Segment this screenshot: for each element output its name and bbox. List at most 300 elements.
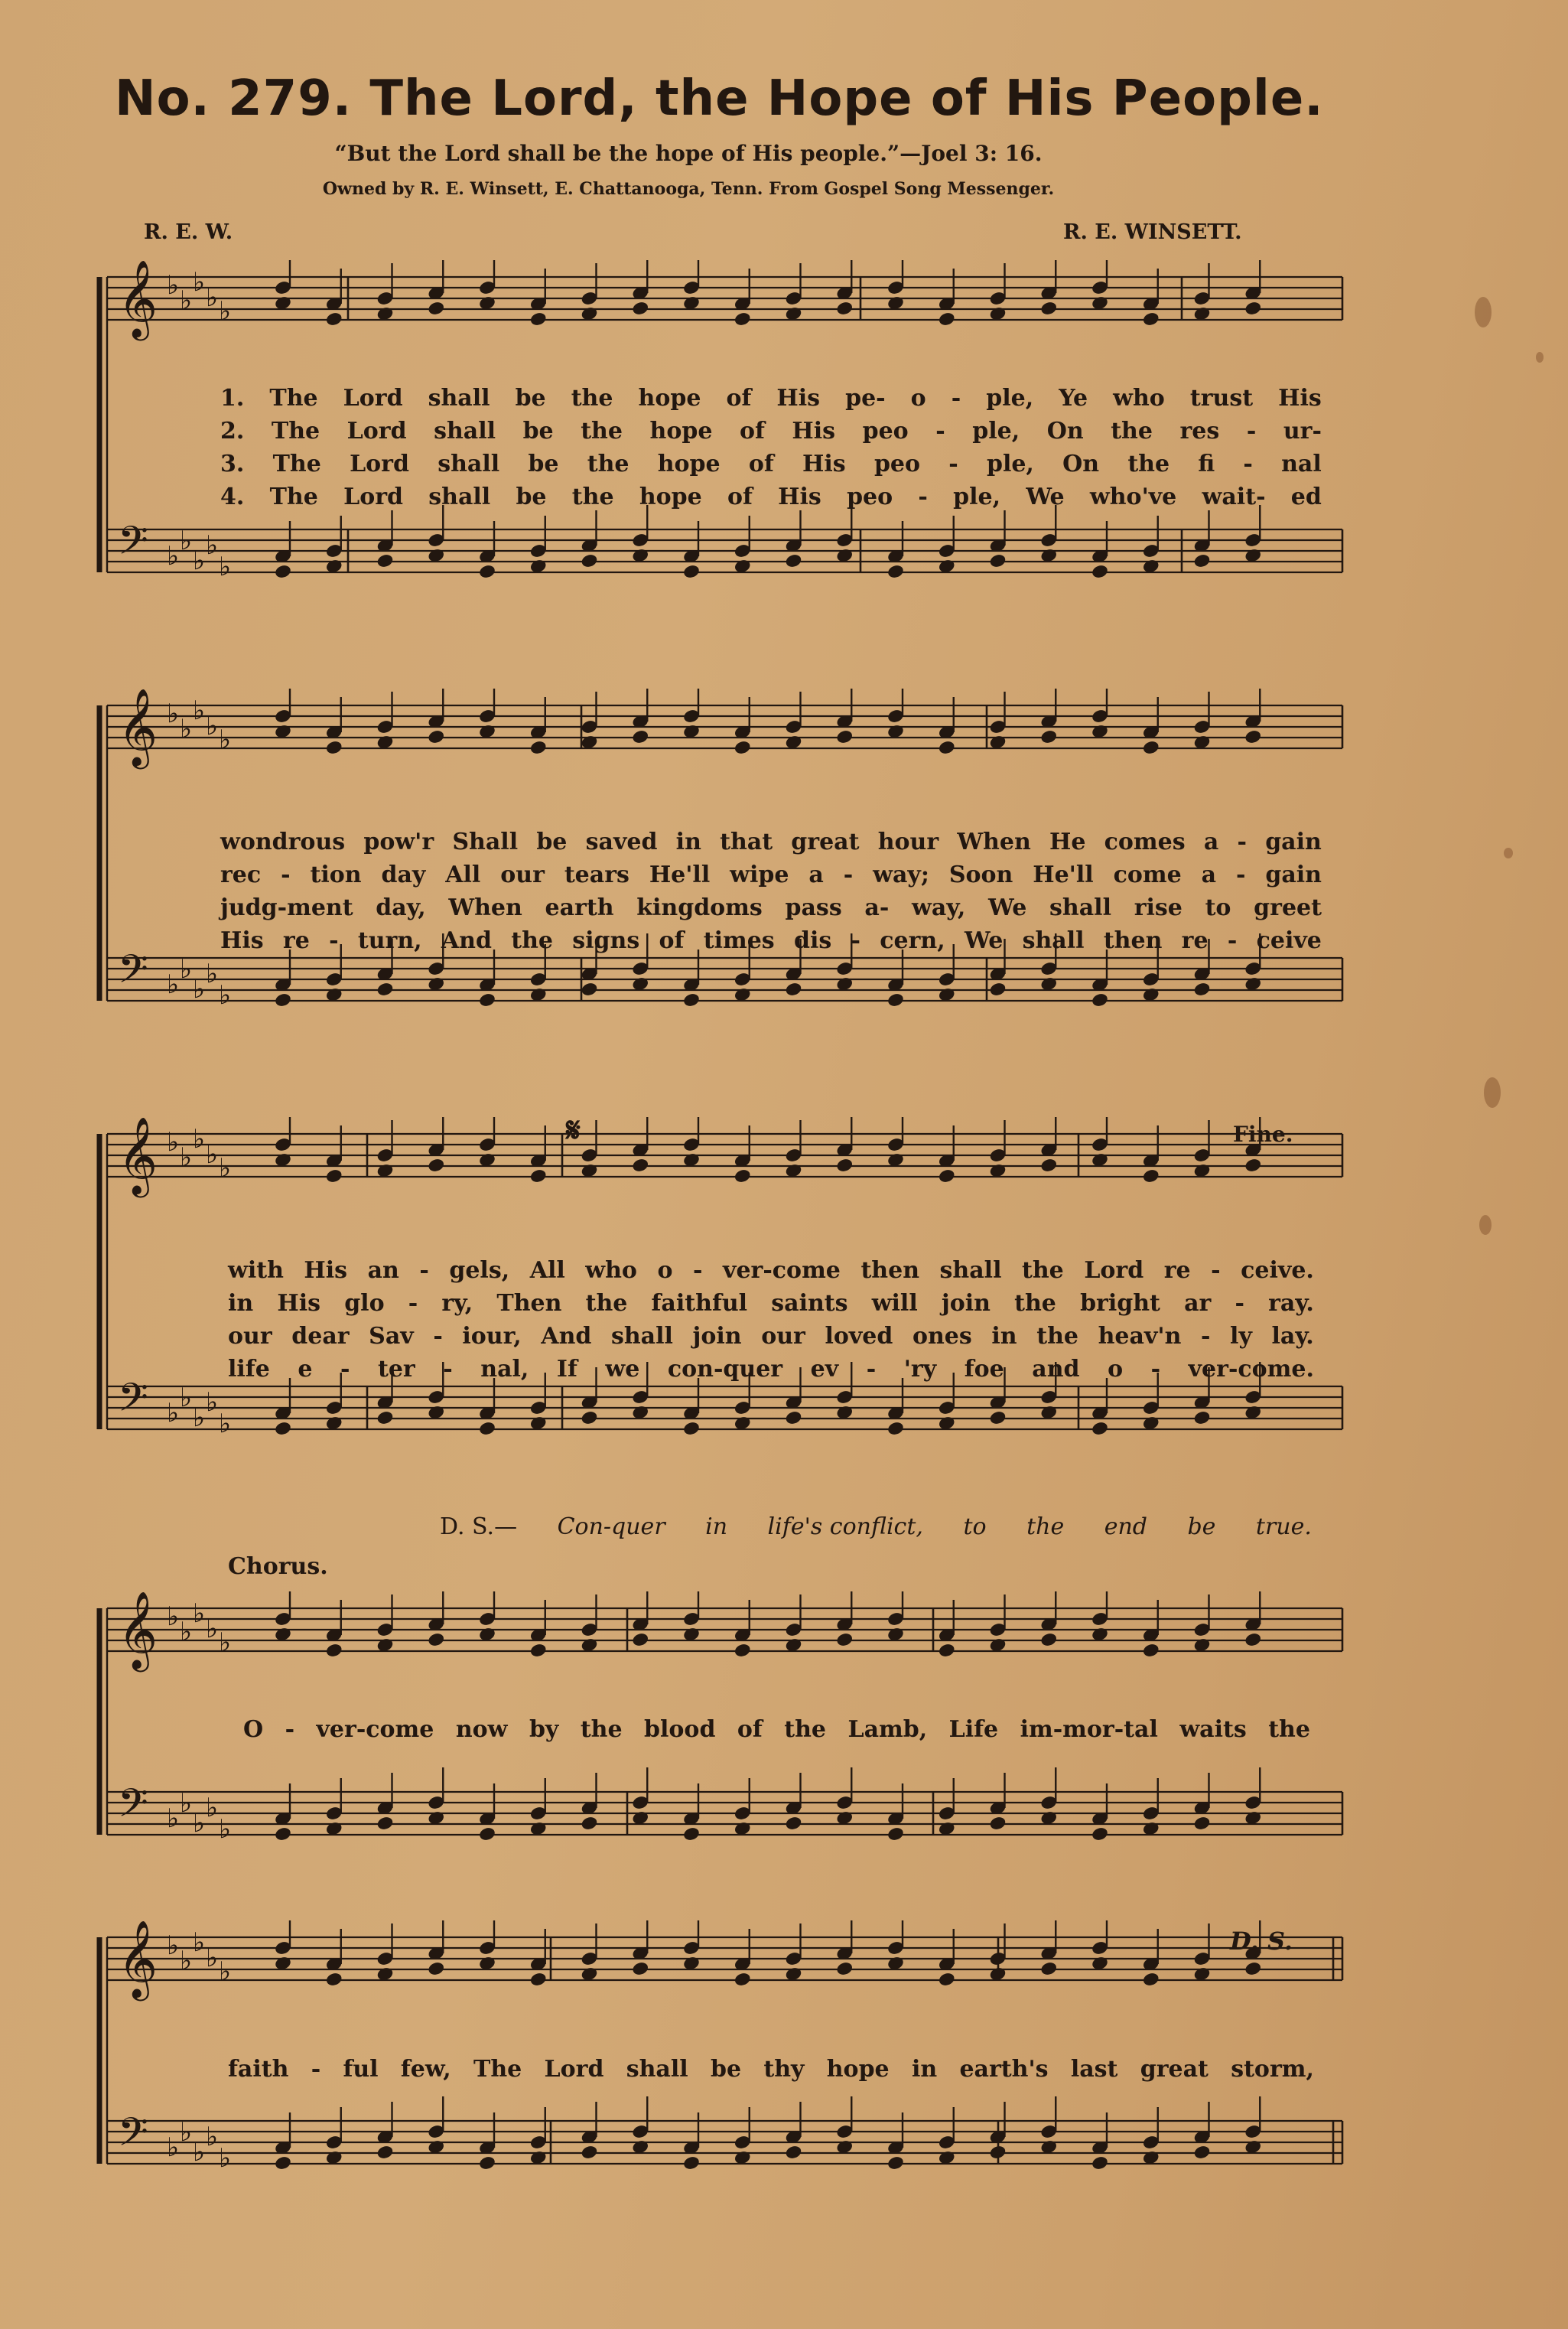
flat-icon: ♭: [219, 552, 232, 582]
lyric-word: the: [1111, 418, 1153, 445]
lyric-word: When: [448, 894, 522, 921]
flat-icon: ♭: [219, 980, 232, 1011]
paper-stain: [1536, 352, 1544, 363]
lyric-word: a-: [864, 894, 890, 921]
note-head: [581, 553, 599, 569]
ds-word: true.: [1255, 1513, 1312, 1540]
lyric-word: the: [1014, 1290, 1056, 1317]
note-head: [785, 1410, 803, 1426]
lyric-word: in: [911, 2056, 938, 2083]
note-head: [785, 1816, 803, 1832]
flat-icon: ♭: [167, 541, 180, 572]
lyric-word: be: [522, 418, 554, 445]
lyric-word: nal,: [480, 1356, 529, 1383]
lyric-word: in: [228, 1290, 254, 1317]
ds-word: the: [1026, 1513, 1065, 1540]
music-system-4: [0, 1591, 1568, 1897]
note-head: [1142, 1168, 1160, 1184]
flat-icon: ♭: [206, 530, 219, 561]
note-head: [1091, 992, 1109, 1008]
note-head: [734, 1972, 752, 1988]
flat-icon: ♭: [219, 1153, 232, 1184]
lyric-word: gain: [1265, 862, 1322, 888]
note-head: [938, 311, 956, 327]
lyric-word: the: [571, 484, 614, 510]
lyric-word: -: [443, 1356, 453, 1383]
lyric-word: wipe: [730, 862, 789, 888]
note-head: [427, 301, 445, 317]
lyric-word: who: [1113, 385, 1165, 412]
note-head: [1039, 729, 1058, 745]
lyric-word: times: [703, 927, 775, 954]
ds-lyric-line: [440, 1513, 1312, 1540]
lyric-word: Then: [496, 1290, 562, 1317]
lyric-word: join: [692, 1323, 742, 1350]
lyric-line: [220, 894, 1322, 921]
note-head: [631, 1158, 649, 1174]
note-head: [478, 992, 496, 1008]
lyric-word: His: [778, 484, 821, 510]
lyric-word: im-mor-tal: [1020, 1716, 1158, 1743]
lyric-word: -: [1246, 418, 1257, 445]
lyric-word: -: [918, 484, 928, 510]
note-head: [274, 992, 292, 1008]
flat-icon: ♭: [219, 725, 232, 755]
lyric-word: earth's: [959, 2056, 1049, 2083]
lyric-word: When: [957, 829, 1031, 855]
note-head: [938, 1168, 956, 1184]
note-head: [835, 1961, 854, 1977]
note-head: [1193, 1410, 1212, 1426]
lyric-word: On: [1062, 451, 1100, 477]
flat-icon: ♭: [219, 2143, 232, 2174]
lyric-word: then: [1103, 927, 1163, 954]
lyric-word: hour: [877, 829, 939, 855]
lyric-word: rise: [1134, 894, 1183, 921]
note-head: [682, 992, 701, 1008]
lyric-word: lay.: [1271, 1323, 1314, 1350]
lyric-word: of: [727, 484, 753, 510]
note-head: [376, 982, 395, 998]
lyric-word: shall: [428, 484, 491, 510]
ownership-note: Owned by R. E. Winsett, E. Chattanooga, Tenn. From Gospel Song Messenger.: [322, 179, 1055, 199]
lyric-word: loved: [825, 1323, 893, 1350]
lyric-word: -: [948, 451, 958, 477]
paper-stain: [1475, 297, 1492, 327]
flat-icon: ♭: [206, 1387, 219, 1418]
note-head: [581, 2145, 599, 2161]
lyric-word: peo: [862, 418, 909, 445]
lyric-word: iour,: [462, 1323, 522, 1350]
note-head: [835, 301, 854, 317]
lyric-word: pass: [785, 894, 842, 921]
bass-clef-icon: 𝄢: [118, 517, 148, 573]
lyric-word: dis: [793, 927, 832, 954]
treble-clef-icon: 𝄞: [118, 260, 158, 337]
flat-icon: ♭: [206, 2122, 219, 2152]
lyric-word: ry,: [441, 1290, 473, 1317]
lyric-word: a: [1201, 862, 1217, 888]
lyric-word: shall: [1049, 894, 1111, 921]
lyric-word: the: [1022, 1257, 1064, 1284]
lyric-word: ones: [912, 1323, 972, 1350]
lyric-word: great: [791, 829, 860, 855]
lyric-line: [220, 451, 1322, 477]
lyric-word: comes: [1104, 829, 1186, 855]
lyric-word: 4.: [220, 484, 245, 510]
lyric-word: -: [851, 927, 860, 954]
lyric-word: The: [271, 418, 320, 445]
lyric-word: 2.: [220, 418, 245, 445]
note-head: [886, 2155, 905, 2171]
lyric-line: [228, 1356, 1314, 1383]
lyric-word: of: [748, 451, 774, 477]
flat-icon: ♭: [167, 699, 180, 729]
lyric-word: -: [1243, 451, 1253, 477]
note-head: [682, 1826, 701, 1842]
lyric-word: the: [1036, 1323, 1078, 1350]
flat-icon: ♭: [206, 711, 219, 741]
note-head: [376, 1410, 395, 1426]
note-head: [478, 2155, 496, 2171]
paper-stain: [1504, 848, 1513, 858]
note-head: [581, 982, 599, 998]
treble-clef-icon: 𝄞: [118, 1920, 158, 1998]
lyric-word: -: [951, 385, 961, 412]
lyric-word: gels,: [449, 1257, 510, 1284]
lyric-word: the: [784, 1716, 827, 1743]
flat-icon: ♭: [206, 282, 219, 313]
lyric-word: greet: [1254, 894, 1322, 921]
lyric-word: ple,: [986, 451, 1034, 477]
lyric-word: ver-come.: [1188, 1356, 1314, 1383]
note-head: [886, 564, 905, 580]
lyric-word: storm,: [1231, 2056, 1314, 2083]
lyric-word: shall: [939, 1257, 1002, 1284]
lyric-word: All: [445, 862, 481, 888]
lyric-word: hope: [826, 2056, 890, 2083]
lyric-word: Lord: [1084, 1257, 1144, 1284]
note-head: [529, 1972, 548, 1988]
note-head: [376, 553, 395, 569]
lyric-word: He: [1049, 829, 1086, 855]
lyric-word: a: [1203, 829, 1219, 855]
lyric-word: tion: [310, 862, 362, 888]
lyric-line: [243, 1716, 1310, 1743]
lyric-word: of: [659, 927, 685, 954]
lyric-word: His: [792, 418, 836, 445]
lyric-word: If: [556, 1356, 577, 1383]
flat-icon: ♭: [206, 1943, 219, 1973]
lyric-word: -: [433, 1323, 443, 1350]
lyric-word: con-quer: [667, 1356, 783, 1383]
lyric-word: shall: [626, 2056, 688, 2083]
ds-marker: D. S.: [1230, 1927, 1293, 1956]
note-head: [785, 553, 803, 569]
flat-icon: ♭: [167, 1803, 180, 1834]
lyric-word: waits: [1179, 1716, 1247, 1743]
lyric-word: heav'n: [1098, 1323, 1182, 1350]
note-head: [1039, 1158, 1058, 1174]
note-head: [581, 1816, 599, 1832]
bass-clef-icon: 𝄢: [118, 2109, 148, 2165]
note-head: [886, 1826, 905, 1842]
lyric-word: last: [1070, 2056, 1118, 2083]
lyric-word: bright: [1080, 1290, 1160, 1317]
note-head: [835, 729, 854, 745]
note-head: [631, 1632, 649, 1648]
lyric-line: [228, 1323, 1314, 1350]
flat-icon: ♭: [219, 1814, 232, 1845]
lyric-word: ver-come: [723, 1257, 841, 1284]
lyric-word: re: [1163, 1257, 1191, 1284]
note-head: [1142, 1972, 1160, 1988]
lyric-word: -: [1150, 1356, 1161, 1383]
note-head: [1091, 2155, 1109, 2171]
lyric-word: -: [408, 1290, 418, 1317]
flat-icon: ♭: [193, 1124, 206, 1155]
flat-icon: ♭: [167, 969, 180, 1000]
lyric-word: shall: [434, 418, 496, 445]
flat-icon: ♭: [193, 267, 206, 298]
flat-icon: ♭: [219, 1409, 232, 1439]
scripture-verse: “But the Lord shall be the hope of His people.”—Joel 3: 16.: [334, 141, 1043, 166]
lyric-line: [228, 2056, 1314, 2083]
lyric-word: pe-: [845, 385, 886, 412]
fine-marker: Fine.: [1233, 1122, 1293, 1147]
lyric-word: ray.: [1268, 1290, 1314, 1317]
note-head: [427, 1632, 445, 1648]
treble-clef-icon: 𝄞: [118, 689, 158, 766]
flat-icon: ♭: [180, 1946, 193, 1976]
lyric-word: The: [473, 2056, 522, 2083]
lyric-word: foe: [964, 1356, 1004, 1383]
note-head: [886, 1421, 905, 1437]
lyric-word: faithful: [651, 1290, 748, 1317]
note-head: [1039, 1632, 1058, 1648]
note-head: [274, 1421, 292, 1437]
lyric-word: who: [585, 1257, 637, 1284]
lyric-word: in: [675, 829, 701, 855]
lyric-line: [220, 418, 1322, 445]
note-head: [274, 1826, 292, 1842]
flat-icon: ♭: [219, 296, 232, 327]
note-head: [1244, 1632, 1262, 1648]
note-head: [682, 1421, 701, 1437]
flat-icon: ♭: [193, 2137, 206, 2168]
lyric-word: On: [1046, 418, 1084, 445]
lyric-word: -: [1200, 1323, 1211, 1350]
lyric-word: His: [776, 385, 821, 412]
note-head: [989, 1816, 1007, 1832]
lyric-word: o: [657, 1257, 673, 1284]
lyric-word: great: [1140, 2056, 1209, 2083]
lyric-word: our: [761, 1323, 805, 1350]
note-head: [325, 1643, 343, 1659]
lyric-word: to: [1205, 894, 1231, 921]
note-head: [785, 982, 803, 998]
lyric-word: -: [693, 1257, 703, 1284]
ds-label: D. S.—: [440, 1513, 518, 1540]
flat-icon: ♭: [180, 526, 193, 556]
lyric-word: way;: [873, 862, 929, 888]
lyric-word: ed: [1290, 484, 1322, 510]
lyric-word: ceive: [1256, 927, 1322, 954]
lyric-word: day: [381, 862, 426, 888]
lyric-word: in: [991, 1323, 1017, 1350]
note-head: [1142, 311, 1160, 327]
note-head: [376, 1816, 395, 1832]
lyric-word: hope: [657, 451, 721, 477]
lyric-word: fi: [1198, 451, 1215, 477]
ds-word: life's conflict,: [767, 1513, 923, 1540]
flat-icon: ♭: [167, 2132, 180, 2163]
flat-icon: ♭: [206, 959, 219, 989]
lyric-word: res: [1179, 418, 1220, 445]
lyric-word: be: [536, 829, 568, 855]
note-head: [1091, 1826, 1109, 1842]
lyric-line: [220, 829, 1322, 855]
note-head: [325, 740, 343, 756]
flat-icon: ♭: [180, 1142, 193, 1173]
music-credit: R. E. WINSETT.: [1063, 220, 1242, 244]
lyric-word: ter: [377, 1356, 415, 1383]
flat-icon: ♭: [180, 1788, 193, 1819]
lyric-word: The: [269, 385, 318, 412]
flat-icon: ♭: [180, 954, 193, 985]
lyric-line: [220, 385, 1322, 412]
lyric-word: Lord: [350, 451, 409, 477]
lyric-word: And: [441, 927, 492, 954]
lyric-word: be: [710, 2056, 742, 2083]
lyric-word: few,: [400, 2056, 451, 2083]
flat-icon: ♭: [167, 1601, 180, 1632]
bass-clef-icon: 𝄢: [118, 1780, 148, 1836]
note-head: [785, 2145, 803, 2161]
lyric-word: and: [1032, 1356, 1080, 1383]
note-head: [682, 564, 701, 580]
flat-icon: ♭: [206, 1614, 219, 1644]
lyric-word: turn,: [357, 927, 422, 954]
lyric-word: join: [941, 1290, 991, 1317]
lyric-word: the: [571, 385, 613, 412]
lyric-word: His: [1278, 385, 1322, 412]
lyric-word: O: [243, 1716, 264, 1743]
lyric-word: the: [1127, 451, 1170, 477]
note-head: [1142, 740, 1160, 756]
note-head: [1244, 729, 1262, 745]
lyric-word: The: [269, 484, 318, 510]
lyric-word: the: [587, 451, 629, 477]
note-head: [835, 1632, 854, 1648]
lyric-word: o: [910, 385, 926, 412]
flat-icon: ♭: [180, 714, 193, 744]
lyric-word: Lord: [343, 484, 403, 510]
lyric-word: the: [580, 1716, 623, 1743]
note-head: [427, 1961, 445, 1977]
flat-icon: ♭: [193, 546, 206, 576]
note-head: [478, 564, 496, 580]
lyric-word: wondrous: [220, 829, 346, 855]
flat-icon: ♭: [167, 270, 180, 301]
lyric-word: -: [419, 1257, 429, 1284]
lyric-word: the: [585, 1290, 628, 1317]
flat-icon: ♭: [193, 1927, 206, 1958]
lyric-word: an: [367, 1257, 399, 1284]
lyric-word: Lord: [343, 385, 403, 412]
lyric-word: We: [1026, 484, 1065, 510]
lyric-word: then: [860, 1257, 920, 1284]
lyric-word: cern,: [880, 927, 945, 954]
lyric-word: His: [277, 1290, 321, 1317]
lyric-word: saved: [585, 829, 658, 855]
note-head: [376, 2145, 395, 2161]
flat-icon: ♭: [180, 2117, 193, 2148]
lyric-word: who've: [1089, 484, 1177, 510]
lyric-word: His: [220, 927, 264, 954]
lyric-word: He'll: [649, 862, 711, 888]
lyric-word: ver-come: [316, 1716, 434, 1743]
lyric-word: peo: [873, 451, 921, 477]
note-head: [1193, 553, 1212, 569]
note-head: [1091, 564, 1109, 580]
lyric-word: dear: [291, 1323, 350, 1350]
flat-icon: ♭: [219, 1956, 232, 1987]
lyric-word: Soon: [948, 862, 1013, 888]
lyric-word: The: [272, 451, 321, 477]
lyric-word: blood: [644, 1716, 716, 1743]
note-head: [989, 982, 1007, 998]
paper-stain: [1484, 1077, 1501, 1108]
lyric-word: thy: [763, 2056, 805, 2083]
lyric-word: the: [581, 418, 623, 445]
lyric-word: ceive.: [1241, 1257, 1314, 1284]
lyric-word: a: [808, 862, 824, 888]
lyric-word: earth: [545, 894, 614, 921]
note-head: [1142, 1643, 1160, 1659]
lyric-word: rec: [220, 862, 262, 888]
ds-word: in: [705, 1513, 728, 1540]
lyric-word: be: [515, 385, 546, 412]
lyric-word: And: [541, 1323, 592, 1350]
note-head: [529, 1643, 548, 1659]
lyric-word: All: [529, 1257, 565, 1284]
segno-sign: 𝄋: [566, 1111, 581, 1150]
note-head: [325, 1972, 343, 1988]
lyric-word: His: [802, 451, 846, 477]
flat-icon: ♭: [167, 1930, 180, 1961]
note-head: [529, 311, 548, 327]
lyric-word: ev: [810, 1356, 839, 1383]
lyric-word: with: [228, 1257, 284, 1284]
note-head: [989, 553, 1007, 569]
lyric-word: 1.: [220, 385, 245, 412]
lyric-word: -: [866, 1356, 877, 1383]
lyric-word: -: [843, 862, 854, 888]
hymn-title: No. 279. The Lord, the Hope of His People.: [115, 70, 1324, 127]
lyric-word: -: [329, 927, 339, 954]
lyric-word: He'll: [1033, 862, 1094, 888]
note-head: [631, 1961, 649, 1977]
lyric-word: the: [1268, 1716, 1310, 1743]
note-head: [1091, 1421, 1109, 1437]
lyric-word: o: [1108, 1356, 1124, 1383]
lyric-word: glo: [344, 1290, 385, 1317]
lyric-word: peo: [847, 484, 893, 510]
lyric-word: signs: [572, 927, 640, 954]
note-head: [1244, 1961, 1262, 1977]
flat-icon: ♭: [193, 695, 206, 726]
